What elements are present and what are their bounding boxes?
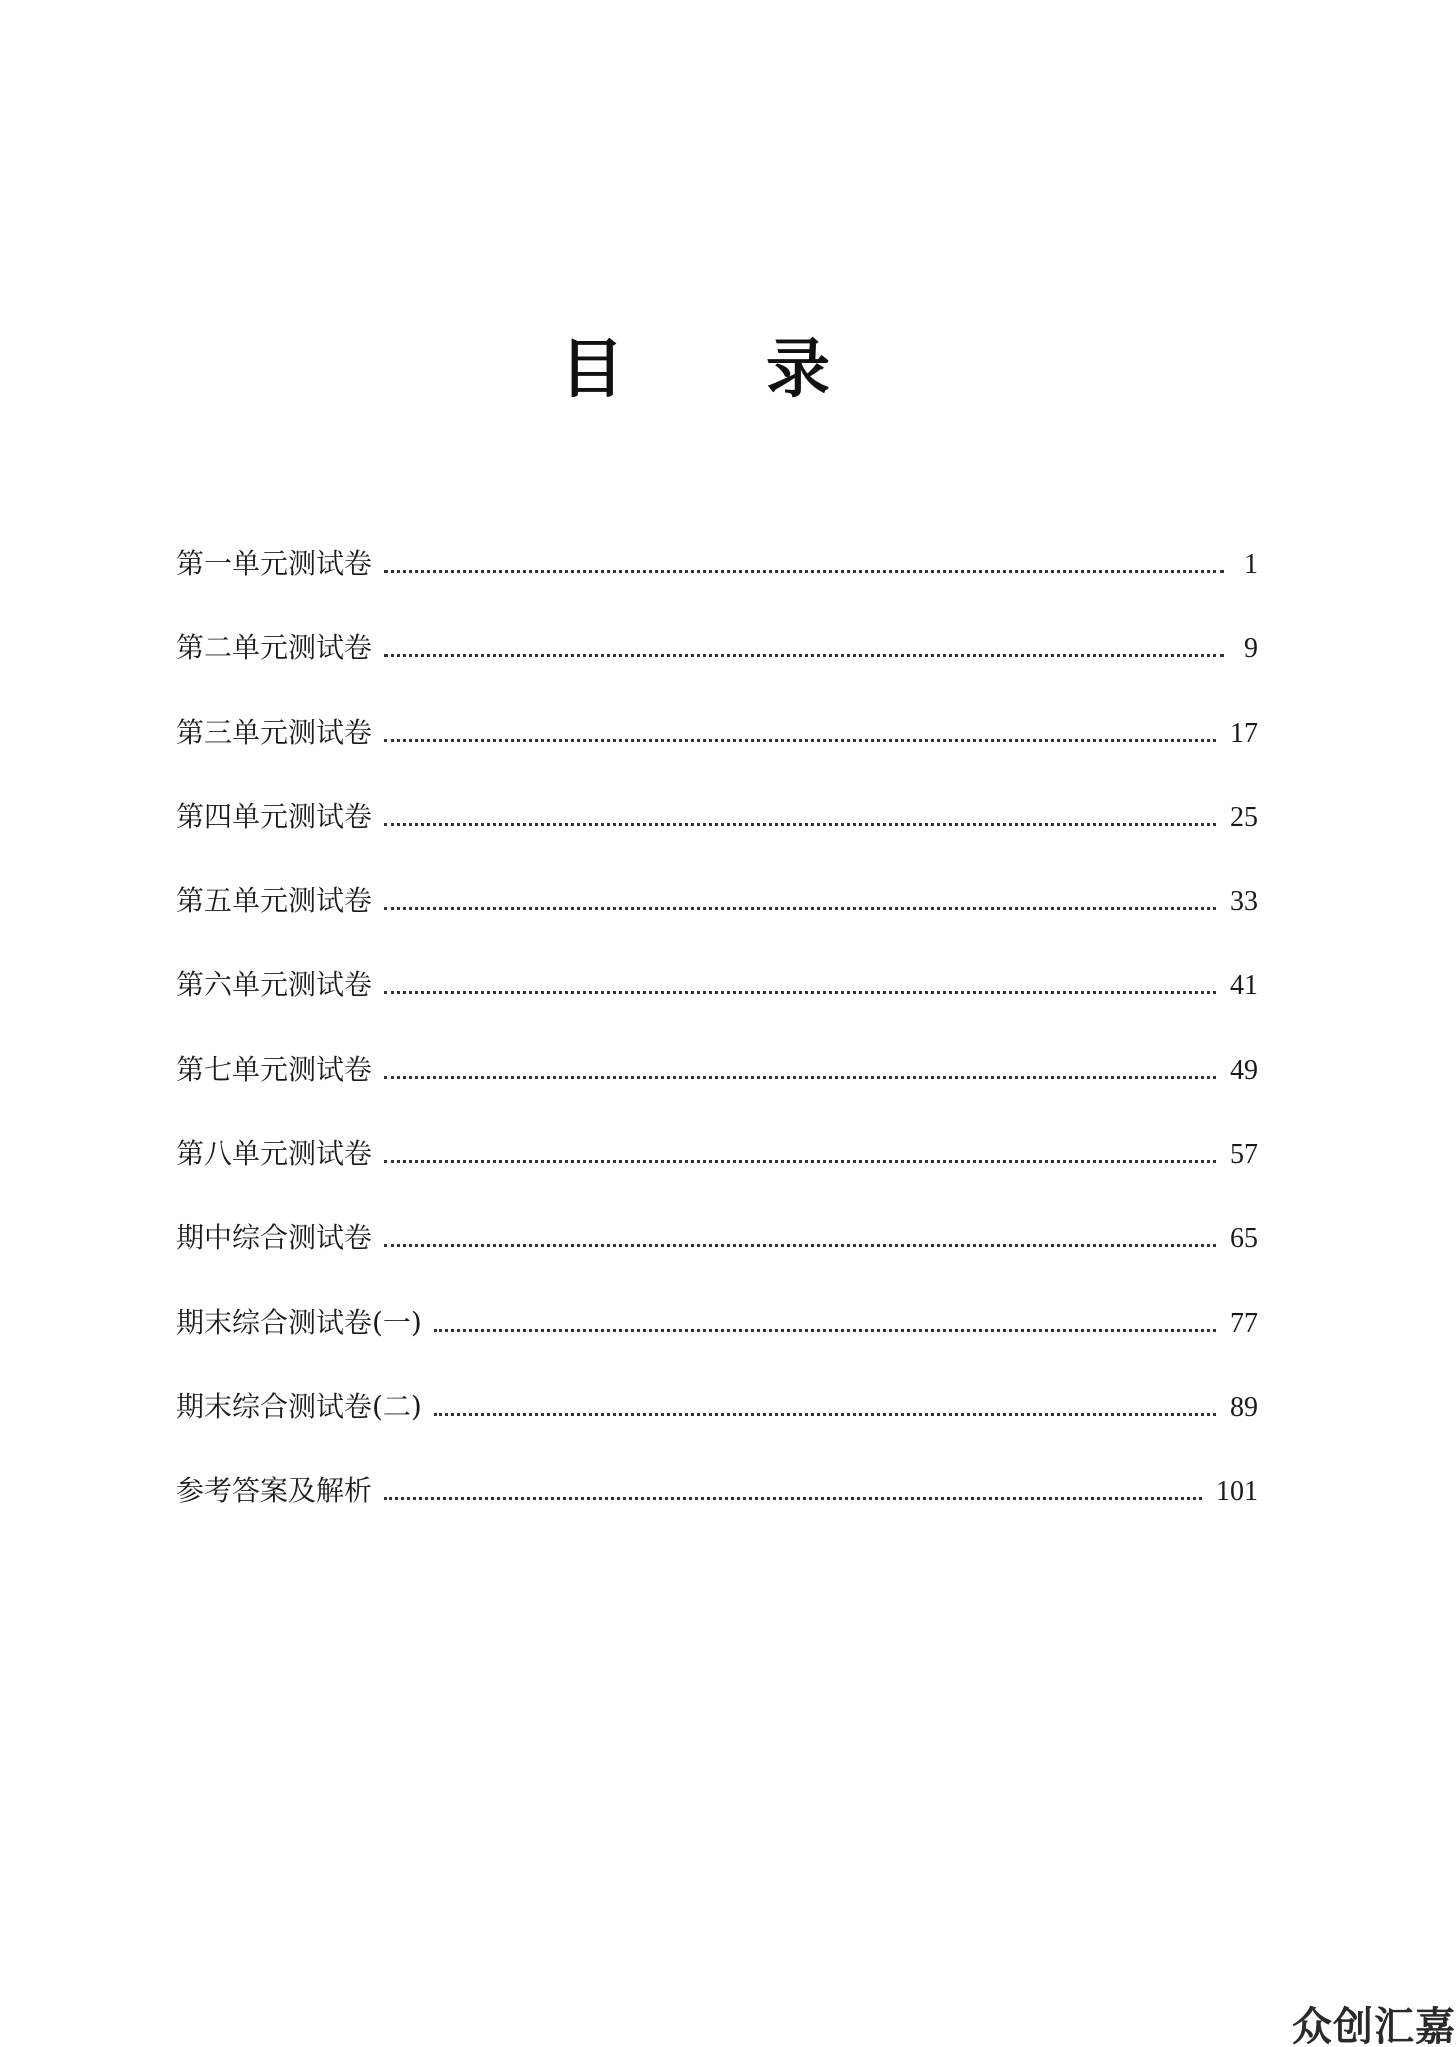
toc-entry-label: 第四单元测试卷	[176, 799, 373, 833]
dot-leader	[434, 1413, 1216, 1416]
toc-entry-final-2[interactable]	[176, 1389, 1258, 1477]
dot-leader	[434, 1329, 1216, 1332]
dot-leader	[384, 1160, 1216, 1163]
toc-entry-page-number: 65	[1230, 1223, 1258, 1255]
dot-leader	[384, 1497, 1202, 1500]
toc-entry-page-number: 33	[1230, 886, 1258, 918]
toc-entry-label: 期中综合测试卷	[176, 1221, 373, 1255]
toc-entry-page-number: 1	[1244, 549, 1258, 580]
toc-entry-final-1[interactable]	[176, 1305, 1258, 1393]
toc-entry-unit-6[interactable]	[176, 968, 1258, 1055]
dot-leader	[384, 654, 1224, 657]
toc-entry-page-number: 57	[1230, 1139, 1258, 1171]
toc-entry-answers[interactable]	[176, 1474, 1258, 1561]
toc-entry-unit-7[interactable]	[176, 1052, 1258, 1140]
dot-leader	[384, 907, 1216, 910]
dot-leader	[384, 823, 1216, 826]
toc-entry-label: 第七单元测试卷	[176, 1052, 373, 1086]
toc-entry-label: 期末综合测试卷(二)	[176, 1389, 422, 1423]
toc-entry-page-number: 77	[1230, 1307, 1258, 1339]
toc-entry-label: 第一单元测试卷	[176, 547, 373, 580]
page-title	[560, 330, 830, 410]
dot-leader	[384, 1076, 1216, 1079]
title-char-1: 目	[560, 333, 624, 407]
dot-leader	[384, 570, 1224, 573]
toc-entry-page-number: 9	[1244, 633, 1258, 665]
toc-entry-page-number: 89	[1230, 1391, 1258, 1423]
toc-entry-unit-1[interactable]	[176, 547, 1258, 634]
toc-entry-label: 第八单元测试卷	[176, 1137, 373, 1171]
toc-entry-page-number: 17	[1230, 717, 1258, 749]
toc-entry-unit-4[interactable]	[176, 799, 1258, 887]
toc-entry-unit-3[interactable]	[176, 715, 1258, 803]
title-char-2: 录	[766, 333, 830, 407]
toc-entry-page-number: 49	[1230, 1054, 1258, 1086]
toc-entry-unit-5[interactable]	[176, 884, 1258, 971]
toc-entry-page-number: 101	[1216, 1476, 1258, 1508]
dot-leader	[384, 991, 1216, 994]
toc-entry-unit-8[interactable]	[176, 1137, 1258, 1224]
toc-entry-label: 第五单元测试卷	[176, 884, 373, 918]
toc-entry-label: 参考答案及解析	[176, 1474, 373, 1508]
toc-entry-label: 期末综合测试卷(一)	[176, 1305, 422, 1339]
toc-entry-midterm[interactable]	[176, 1221, 1258, 1308]
dot-leader	[384, 739, 1216, 742]
dot-leader	[384, 1244, 1216, 1247]
toc-entry-label: 第六单元测试卷	[176, 968, 373, 1002]
toc-entry-page-number: 25	[1230, 801, 1258, 833]
table-of-contents	[176, 547, 1258, 1562]
watermark-logo: 众创汇嘉	[1292, 2004, 1456, 2047]
toc-entry-unit-2[interactable]	[176, 631, 1258, 718]
toc-entry-page-number: 41	[1230, 970, 1258, 1002]
toc-entry-label: 第二单元测试卷	[176, 631, 373, 665]
toc-entry-label: 第三单元测试卷	[176, 715, 373, 749]
